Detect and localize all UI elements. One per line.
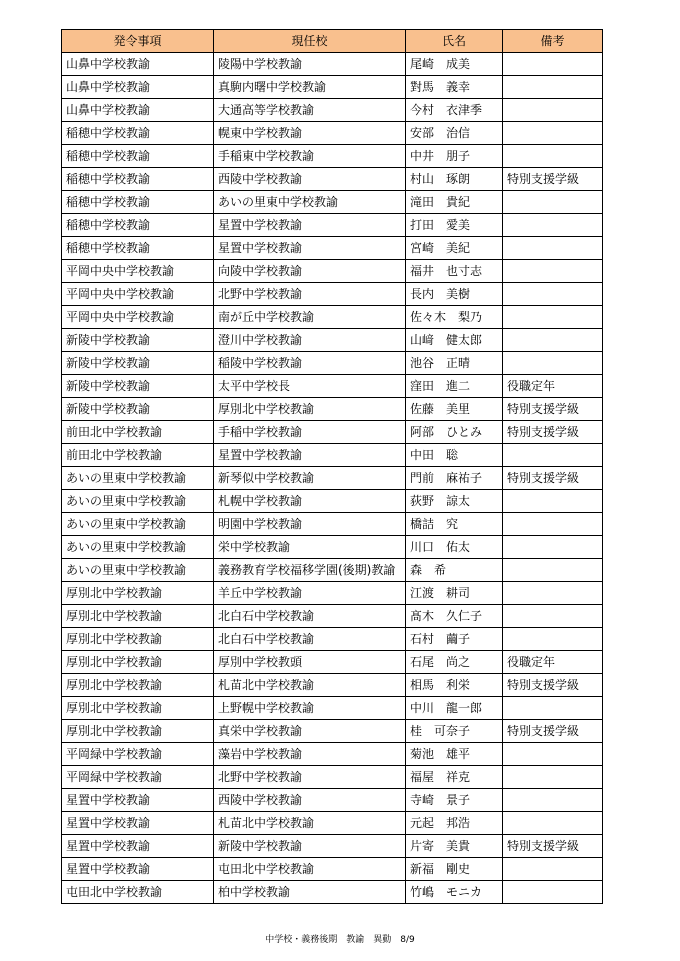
cell-name: 中井 朋子 <box>406 145 503 168</box>
cell-current-school: 幌東中学校教諭 <box>214 122 406 145</box>
cell-appointment: 前田北中学校教諭 <box>62 444 214 467</box>
cell-appointment: あいの里東中学校教諭 <box>62 536 214 559</box>
cell-appointment: 厚別北中学校教諭 <box>62 674 214 697</box>
table-row <box>62 168 603 191</box>
cell-name: 相馬 利栄 <box>406 674 503 697</box>
cell-current-school: 札苗北中学校教諭 <box>214 812 406 835</box>
cell-name: 今村 衣津季 <box>406 99 503 122</box>
table-row <box>62 145 603 168</box>
cell-appointment: 稲穂中学校教諭 <box>62 122 214 145</box>
cell-name: 川口 佑太 <box>406 536 503 559</box>
table-row <box>62 881 603 904</box>
cell-current-school: 北野中学校教諭 <box>214 283 406 306</box>
table-row <box>62 697 603 720</box>
table-row <box>62 674 603 697</box>
cell-name: 中田 聡 <box>406 444 503 467</box>
cell-current-school: 栄中学校教諭 <box>214 536 406 559</box>
cell-remarks: 特別支援学級 <box>503 398 603 421</box>
cell-name: 門前 麻祐子 <box>406 467 503 490</box>
cell-appointment: 星置中学校教諭 <box>62 858 214 881</box>
cell-name: 安部 治信 <box>406 122 503 145</box>
table-row <box>62 375 603 398</box>
header-remarks: 備考 <box>503 30 603 53</box>
cell-current-school: 義務教育学校福移学園(後期)教諭 <box>214 559 406 582</box>
cell-current-school: 羊丘中学校教諭 <box>214 582 406 605</box>
table-row <box>62 214 603 237</box>
cell-name: 森 希 <box>406 559 503 582</box>
header-current-school: 現任校 <box>214 30 406 53</box>
cell-appointment: 厚別北中学校教諭 <box>62 651 214 674</box>
cell-name: 福井 也寸志 <box>406 260 503 283</box>
cell-appointment: 厚別北中学校教諭 <box>62 720 214 743</box>
cell-current-school: 太平中学校長 <box>214 375 406 398</box>
cell-remarks: 役職定年 <box>503 375 603 398</box>
cell-name: 橋詰 究 <box>406 513 503 536</box>
cell-remarks <box>503 53 603 76</box>
cell-current-school: 屯田北中学校教諭 <box>214 858 406 881</box>
cell-current-school: 星置中学校教諭 <box>214 237 406 260</box>
cell-remarks: 役職定年 <box>503 651 603 674</box>
table-body <box>62 53 603 904</box>
cell-remarks <box>503 122 603 145</box>
cell-appointment: 新陵中学校教諭 <box>62 398 214 421</box>
personnel-table <box>61 29 603 904</box>
cell-name: 福屋 祥克 <box>406 766 503 789</box>
cell-name: 尾崎 成美 <box>406 53 503 76</box>
cell-remarks <box>503 352 603 375</box>
cell-remarks <box>503 582 603 605</box>
table-row <box>62 835 603 858</box>
cell-current-school: 陵陽中学校教諭 <box>214 53 406 76</box>
cell-name: 元起 邦浩 <box>406 812 503 835</box>
cell-remarks <box>503 789 603 812</box>
cell-name: 滝田 貴紀 <box>406 191 503 214</box>
cell-current-school: 北野中学校教諭 <box>214 766 406 789</box>
cell-current-school: 柏中学校教諭 <box>214 881 406 904</box>
cell-remarks <box>503 99 603 122</box>
cell-current-school: 明園中学校教諭 <box>214 513 406 536</box>
cell-current-school: あいの里東中学校教諭 <box>214 191 406 214</box>
cell-current-school: 藻岩中学校教諭 <box>214 743 406 766</box>
cell-current-school: 札幌中学校教諭 <box>214 490 406 513</box>
cell-current-school: 大通高等学校教諭 <box>214 99 406 122</box>
cell-name: 長内 美樹 <box>406 283 503 306</box>
cell-appointment: 山鼻中学校教諭 <box>62 99 214 122</box>
cell-appointment: 山鼻中学校教諭 <box>62 53 214 76</box>
cell-name: 池谷 正晴 <box>406 352 503 375</box>
table-row <box>62 743 603 766</box>
cell-current-school: 北白石中学校教諭 <box>214 628 406 651</box>
cell-appointment: 星置中学校教諭 <box>62 812 214 835</box>
cell-appointment: 厚別北中学校教諭 <box>62 628 214 651</box>
cell-current-school: 西陵中学校教諭 <box>214 168 406 191</box>
cell-current-school: 向陵中学校教諭 <box>214 260 406 283</box>
cell-appointment: あいの里東中学校教諭 <box>62 490 214 513</box>
cell-appointment: あいの里東中学校教諭 <box>62 559 214 582</box>
cell-name: 中川 龍一郎 <box>406 697 503 720</box>
cell-remarks <box>503 306 603 329</box>
cell-remarks <box>503 605 603 628</box>
cell-remarks <box>503 260 603 283</box>
table-row <box>62 99 603 122</box>
table-row <box>62 329 603 352</box>
table-row <box>62 76 603 99</box>
cell-remarks: 特別支援学級 <box>503 720 603 743</box>
cell-current-school: 西陵中学校教諭 <box>214 789 406 812</box>
table-row <box>62 582 603 605</box>
cell-remarks <box>503 329 603 352</box>
cell-appointment: 稲穂中学校教諭 <box>62 168 214 191</box>
table-row <box>62 283 603 306</box>
cell-appointment: 稲穂中学校教諭 <box>62 145 214 168</box>
cell-current-school: 南が丘中学校教諭 <box>214 306 406 329</box>
cell-name: 寺崎 景子 <box>406 789 503 812</box>
table-row <box>62 467 603 490</box>
table-row <box>62 352 603 375</box>
cell-name: 山﨑 健太郎 <box>406 329 503 352</box>
cell-appointment: 屯田北中学校教諭 <box>62 881 214 904</box>
table-row <box>62 789 603 812</box>
cell-name: 村山 琢朗 <box>406 168 503 191</box>
cell-current-school: 新陵中学校教諭 <box>214 835 406 858</box>
cell-remarks <box>503 559 603 582</box>
table-row <box>62 858 603 881</box>
table-row <box>62 812 603 835</box>
cell-appointment: 平岡緑中学校教諭 <box>62 766 214 789</box>
cell-name: 新福 剛史 <box>406 858 503 881</box>
cell-name: 宮崎 美紀 <box>406 237 503 260</box>
cell-name: 菊池 雄平 <box>406 743 503 766</box>
cell-current-school: 札苗北中学校教諭 <box>214 674 406 697</box>
table-row <box>62 720 603 743</box>
table-row <box>62 398 603 421</box>
cell-current-school: 真栄中学校教諭 <box>214 720 406 743</box>
cell-current-school: 厚別中学校教頭 <box>214 651 406 674</box>
cell-current-school: 厚別北中学校教諭 <box>214 398 406 421</box>
cell-remarks <box>503 812 603 835</box>
cell-remarks <box>503 536 603 559</box>
table-row <box>62 53 603 76</box>
table-header-row <box>62 30 603 53</box>
cell-name: 桂 可奈子 <box>406 720 503 743</box>
cell-remarks <box>503 628 603 651</box>
cell-remarks: 特別支援学級 <box>503 674 603 697</box>
table-row <box>62 122 603 145</box>
cell-current-school: 澄川中学校教諭 <box>214 329 406 352</box>
cell-name: 打田 愛美 <box>406 214 503 237</box>
table-row <box>62 513 603 536</box>
cell-appointment: 山鼻中学校教諭 <box>62 76 214 99</box>
cell-remarks <box>503 191 603 214</box>
cell-name: 佐々木 梨乃 <box>406 306 503 329</box>
cell-remarks <box>503 881 603 904</box>
cell-appointment: 新陵中学校教諭 <box>62 375 214 398</box>
table-row <box>62 260 603 283</box>
cell-current-school: 北白石中学校教諭 <box>214 605 406 628</box>
cell-remarks <box>503 766 603 789</box>
table-row <box>62 559 603 582</box>
table-row <box>62 306 603 329</box>
cell-remarks: 特別支援学級 <box>503 835 603 858</box>
header-appointment: 発令事項 <box>62 30 214 53</box>
table-row <box>62 444 603 467</box>
cell-appointment: 新陵中学校教諭 <box>62 329 214 352</box>
cell-remarks: 特別支援学級 <box>503 467 603 490</box>
cell-remarks <box>503 743 603 766</box>
table-row <box>62 490 603 513</box>
cell-current-school: 新琴似中学校教諭 <box>214 467 406 490</box>
cell-appointment: 星置中学校教諭 <box>62 789 214 812</box>
cell-name: 石尾 尚之 <box>406 651 503 674</box>
cell-name: 阿部 ひとみ <box>406 421 503 444</box>
cell-remarks <box>503 513 603 536</box>
cell-appointment: 平岡緑中学校教諭 <box>62 743 214 766</box>
table-row <box>62 651 603 674</box>
cell-current-school: 星置中学校教諭 <box>214 214 406 237</box>
cell-remarks <box>503 237 603 260</box>
table-row <box>62 605 603 628</box>
cell-name: 片寄 美貴 <box>406 835 503 858</box>
cell-appointment: 稲穂中学校教諭 <box>62 191 214 214</box>
cell-current-school: 真駒内曙中学校教諭 <box>214 76 406 99</box>
table-row <box>62 536 603 559</box>
cell-remarks: 特別支援学級 <box>503 421 603 444</box>
cell-appointment: あいの里東中学校教諭 <box>62 467 214 490</box>
cell-remarks <box>503 76 603 99</box>
cell-appointment: 平岡中央中学校教諭 <box>62 260 214 283</box>
cell-appointment: 前田北中学校教諭 <box>62 421 214 444</box>
cell-appointment: 稲穂中学校教諭 <box>62 237 214 260</box>
cell-name: 竹嶋 モニカ <box>406 881 503 904</box>
cell-appointment: 厚別北中学校教諭 <box>62 697 214 720</box>
cell-current-school: 上野幌中学校教諭 <box>214 697 406 720</box>
cell-remarks <box>503 145 603 168</box>
table-row <box>62 237 603 260</box>
cell-appointment: 新陵中学校教諭 <box>62 352 214 375</box>
cell-appointment: 厚別北中学校教諭 <box>62 582 214 605</box>
cell-appointment: 厚別北中学校教諭 <box>62 605 214 628</box>
cell-remarks <box>503 444 603 467</box>
cell-current-school: 手稲東中学校教諭 <box>214 145 406 168</box>
cell-appointment: 平岡中央中学校教諭 <box>62 283 214 306</box>
cell-remarks <box>503 697 603 720</box>
table-row <box>62 191 603 214</box>
cell-remarks <box>503 858 603 881</box>
cell-current-school: 稲陵中学校教諭 <box>214 352 406 375</box>
header-name: 氏名 <box>406 30 503 53</box>
cell-name: 窪田 進二 <box>406 375 503 398</box>
cell-remarks <box>503 490 603 513</box>
page-footer: 中学校・義務後期 教諭 異動 8/9 <box>265 935 415 945</box>
cell-name: 髙木 久仁子 <box>406 605 503 628</box>
cell-appointment: あいの里東中学校教諭 <box>62 513 214 536</box>
personnel-table-container <box>61 29 602 904</box>
table-row <box>62 421 603 444</box>
table-row <box>62 766 603 789</box>
cell-appointment: 平岡中央中学校教諭 <box>62 306 214 329</box>
cell-name: 石村 繭子 <box>406 628 503 651</box>
cell-name: 對馬 義幸 <box>406 76 503 99</box>
cell-remarks <box>503 214 603 237</box>
cell-name: 荻野 諒太 <box>406 490 503 513</box>
cell-appointment: 稲穂中学校教諭 <box>62 214 214 237</box>
cell-appointment: 星置中学校教諭 <box>62 835 214 858</box>
cell-current-school: 星置中学校教諭 <box>214 444 406 467</box>
cell-name: 佐藤 美里 <box>406 398 503 421</box>
cell-remarks: 特別支援学級 <box>503 168 603 191</box>
cell-current-school: 手稲中学校教諭 <box>214 421 406 444</box>
cell-remarks <box>503 283 603 306</box>
table-row <box>62 628 603 651</box>
cell-name: 江渡 耕司 <box>406 582 503 605</box>
